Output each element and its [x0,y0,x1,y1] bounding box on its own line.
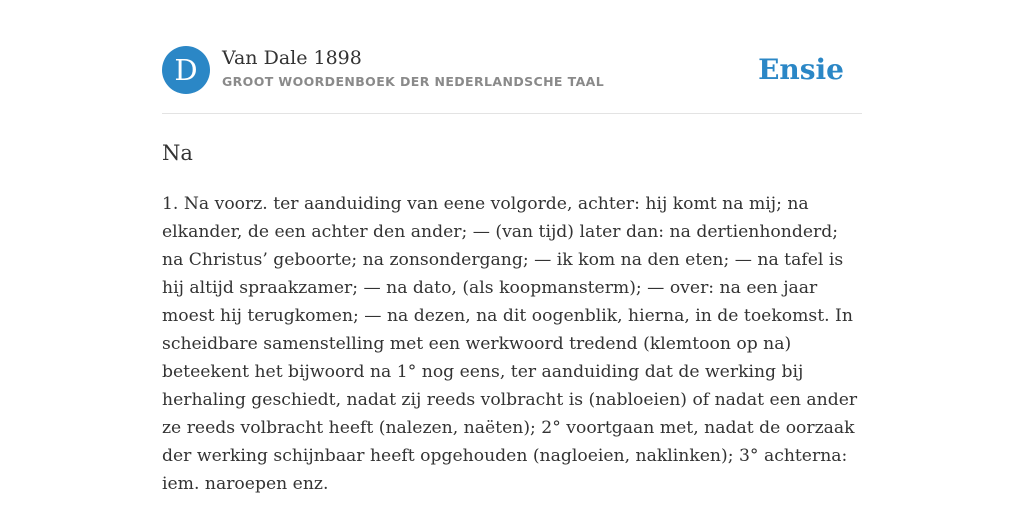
definition-text: 1. Na voorz. ter aanduiding van eene volgorde, achter: hij komt na mij; na elkander, de een achter den ander; — (van tijd) later dan: na dertienhonderd; na Christus’ geboorte; na zonsondergang; — ik kom na den eten; — na tafel is hij altijd spraakzamer; — na dato, (als koopmansterm); — over: na een jaar moest hij terugkomen; — na dezen, na dit oogenblik, hierna, in de toekomst. In scheidbare samenstelling met een werkwoord tredend (klemtoon op na) beteekent het bijwoord na 1° nog eens, ter aanduiding dat de werking bij herhaling geschiedt, nadat zij reeds volbracht is (nabloeien) of nadat een ander ze reeds volbracht heeft (nalezen, naëten); 2° voortgaan met, nadat de oorzaak der werking schijnbaar heeft opgehouden (nagloeien, naklinken); 3° achterna: iem. naroepen enz. [162,194,858,494]
source-subtitle: GROOT WOORDENBOEK DER NEDERLANDSCHE TAAL [222,74,605,89]
divider [162,113,862,114]
page-title: Na [162,141,193,165]
brand-logo[interactable]: Ensie [758,53,844,86]
source-title[interactable]: Van Dale 1898 [222,47,362,69]
header [162,46,862,96]
source-avatar[interactable]: D [162,46,210,94]
